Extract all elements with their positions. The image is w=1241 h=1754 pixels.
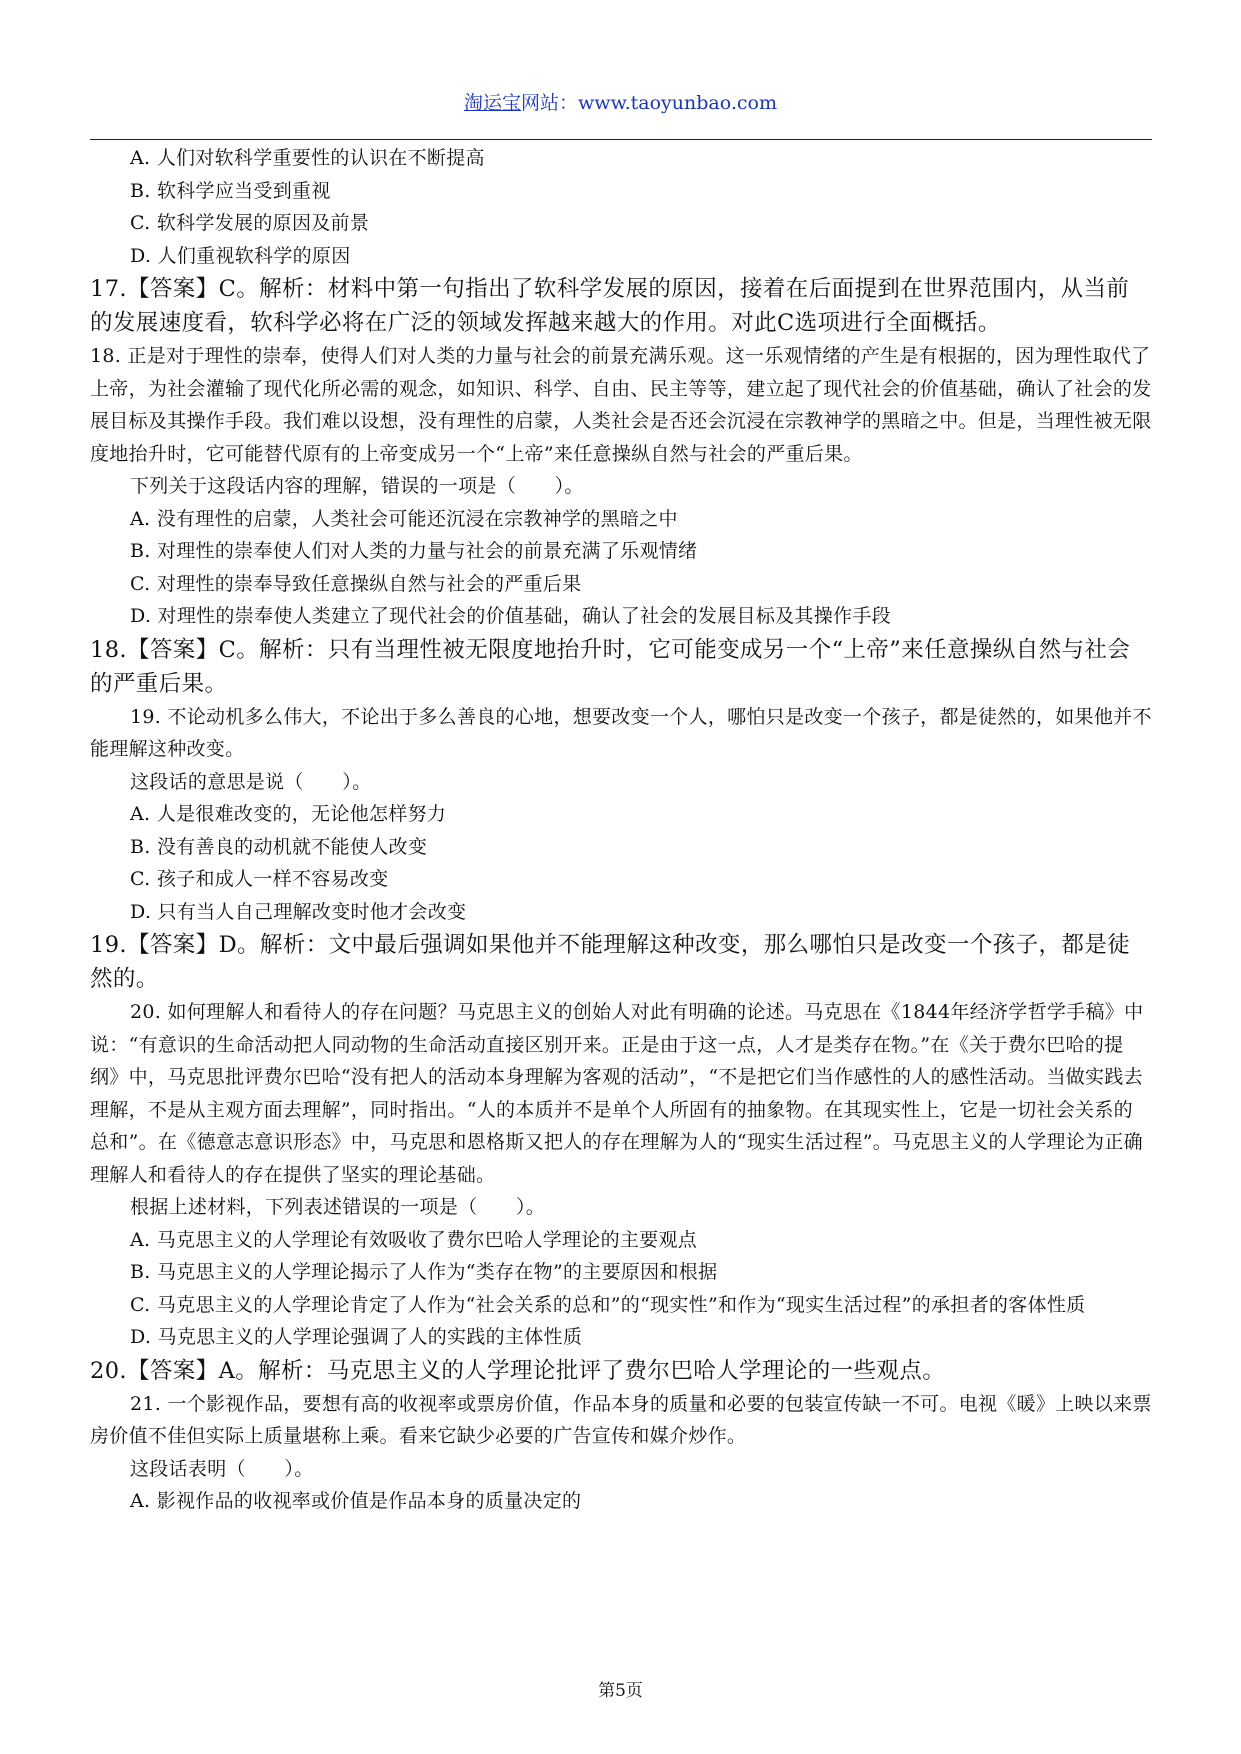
site-name[interactable]: 淘运宝	[464, 92, 522, 114]
q20-answer: 20.【答案】A。解析：马克思主义的人学理论批评了费尔巴哈人学理论的一些观点。	[90, 1357, 946, 1384]
q18-option-b: B. 对理性的崇奉使人们对人类的力量与社会的前景充满了乐观情绪	[130, 540, 698, 562]
q20-stem: 20. 如何理解人和看待人的存在问题？马克思主义的创始人对此有明确的论述。马克思在《1844年经济学哲学手稿》中说：“有意识的生命活动把人同动物的生命活动直接区别开来。正是由于这一点，人才是类存在物。”在《关于费尔巴哈的提纲》中，马克思批评费尔巴哈“没有把人的活动本身理解为客观的活动”，“不是把它们当作感性的人的感性活动。当做实践去理解，不是从主观方面去理解”，同时指出。“人的本质并不是单个人所固有的抽象物。在其现实性上，它是一切社会关系的总和”。在《德意志意识形态》中，马克思和恩格斯又把人的存在理解为人的“现实生活过程”。马克思主义的人学理论为正确理解人和看待人的存在提供了坚实的理论基础。	[90, 1001, 1144, 1186]
document-body	[90, 142, 1152, 1518]
q17-option-a: A. 人们对软科学重要性的认识在不断提高	[130, 147, 485, 169]
q20-prompt: 根据上述材料，下列表述错误的一项是（ ）。	[130, 1196, 546, 1218]
q18-option-c: C. 对理性的崇奉导致任意操纵自然与社会的严重后果	[130, 572, 582, 595]
q19-answer: 19.【答案】D。解析：文中最后强调如果他并不能理解这种改变，那么哪怕只是改变一个孩子，都是徒然的。	[90, 932, 1131, 992]
q19-prompt: 这段话的意思是说（ ）。	[130, 770, 372, 793]
q18-stem: 18. 正是对于理性的崇奉，使得人们对人类的力量与社会的前景充满乐观。这一乐观情绪的产生是有根据的，因为理性取代了上帝，为社会灌输了现代化所必需的观念，如知识、科学、自由、民主等等，建立起了现代社会的价值基础，确认了社会的发展目标及其操作手段。我们难以设想，没有理性的启蒙，人类社会是否还会沉浸在宗教神学的黑暗之中。但是，当理性被无限度地抬升时，它可能替代原有的上帝变成另一个“上帝”来任意操纵自然与社会的严重后果。	[90, 345, 1152, 465]
q18-answer: 18.【答案】C。解析：只有当理性被无限度地抬升时，它可能变成另一个“上帝”来任意操纵自然与社会的严重后果。	[90, 636, 1131, 697]
q19-stem: 19. 不论动机多么伟大，不论出于多么善良的心地，想要改变一个人，哪怕只是改变一个孩子，都是徒然的，如果他并不能理解这种改变。	[90, 705, 1152, 760]
site-url[interactable]: 网站：www.taoyunbao.com	[521, 92, 777, 114]
q17-option-d: D. 人们重视软科学的原因	[130, 244, 351, 267]
q17-answer: 17.【答案】C。解析：材料中第一句指出了软科学发展的原因，接着在后面提到在世界范围内，从当前的发展速度看，软科学必将在广泛的领域发挥越来越大的作用。对此C选项进行全面概括。	[90, 276, 1130, 336]
q21-option-a: A. 影视作品的收视率或价值是作品本身的质量决定的	[130, 1490, 582, 1512]
q21-stem: 21. 一个影视作品，要想有高的收视率或票房价值，作品本身的质量和必要的包装宣传缺一不可。电视《暖》上映以来票房价值不佳但实际上质量堪称上乘。看来它缺少必要的广告宣传和媒介炒作。	[90, 1392, 1152, 1447]
header-rule	[90, 139, 1152, 140]
q17-option-c: C. 软科学发展的原因及前景	[130, 212, 370, 234]
q20-option-a: A. 马克思主义的人学理论有效吸收了费尔巴哈人学理论的主要观点	[130, 1228, 698, 1251]
q21-prompt: 这段话表明（ ）。	[130, 1457, 314, 1480]
q20-option-d: D. 马克思主义的人学理论强调了人的实践的主体性质	[130, 1326, 583, 1348]
page-header	[0, 88, 1241, 115]
site-link[interactable]	[464, 92, 777, 114]
q19-option-b: B. 没有善良的动机就不能使人改变	[130, 835, 428, 858]
q20-option-c: C. 马克思主义的人学理论肯定了人作为“社会关系的总和”的“现实性”和作为“现实生活过程”的承担者的客体性质	[130, 1293, 1086, 1316]
q18-option-a: A. 没有理性的启蒙，人类社会可能还沉浸在宗教神学的黑暗之中	[130, 507, 678, 530]
q19-option-a: A. 人是很难改变的，无论他怎样努力	[130, 803, 447, 825]
page-number: 第5页	[598, 1681, 643, 1701]
q19-option-d: D. 只有当人自己理解改变时他才会改变	[130, 900, 467, 923]
q17-option-b: B. 软科学应当受到重视	[130, 179, 331, 202]
q19-option-c: C. 孩子和成人一样不容易改变	[130, 868, 389, 890]
q18-option-d: D. 对理性的崇奉使人类建立了现代社会的价值基础，确认了社会的发展目标及其操作手段	[130, 605, 891, 627]
q20-option-b: B. 马克思主义的人学理论揭示了人作为“类存在物”的主要原因和根据	[130, 1261, 718, 1283]
q18-prompt: 下列关于这段话内容的理解，错误的一项是（ ）。	[130, 475, 584, 497]
